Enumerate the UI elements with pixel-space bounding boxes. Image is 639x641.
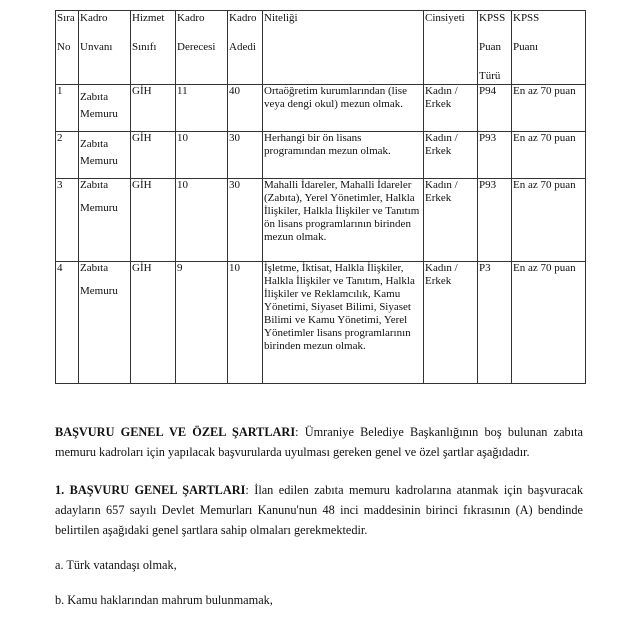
cell-unvan <box>79 85 131 132</box>
cell-puan-turu: P93 <box>478 179 512 262</box>
header-sira-no <box>56 11 79 85</box>
section-heading: BAŞVURU GENEL VE ÖZEL ŞARTLARI <box>55 425 296 439</box>
header-line: Puanı <box>513 41 539 53</box>
cell-unvan <box>79 262 131 384</box>
unvan-line: Memuru <box>80 202 118 214</box>
cell-cinsiyet: Kadın / Erkek <box>424 132 478 179</box>
condition-item-a: a. Türk vatandaşı olmak, <box>55 558 177 572</box>
cell-nitelik: Ortaöğretim kurumlarından (lise veya dengi okul) mezun olmak. <box>263 85 424 132</box>
cell-sinif: GİH <box>131 179 176 262</box>
table-row <box>56 132 586 179</box>
header-kadro-adedi <box>228 11 263 85</box>
cell-adet: 30 <box>228 179 263 262</box>
cell-nitelik: Herhangi bir ön lisans programından mezun olmak. <box>263 132 424 179</box>
cell-sinif: GİH <box>131 262 176 384</box>
positions-table <box>55 10 586 384</box>
cell-puan: En az 70 puan <box>512 132 586 179</box>
unvan-line: Zabıta <box>80 262 109 274</box>
header-hizmet-sinifi <box>131 11 176 85</box>
header-line: Kadro <box>177 12 205 24</box>
unvan-line: Zabıta <box>80 91 109 103</box>
header-line: Derecesi <box>177 41 216 53</box>
cell-puan-turu: P93 <box>478 132 512 179</box>
header-line: Kadro <box>229 12 257 24</box>
cell-puan: En az 70 puan <box>512 85 586 132</box>
unvan-line: Memuru <box>80 108 118 120</box>
cell-no: 4 <box>56 262 79 384</box>
header-kpss-puani <box>512 11 586 85</box>
header-line: KPSS <box>479 12 506 24</box>
header-line: Hizmet <box>132 12 165 24</box>
cell-sinif: GİH <box>131 85 176 132</box>
cell-derece: 9 <box>176 262 228 384</box>
cell-unvan <box>79 179 131 262</box>
header-line: Kadro <box>80 12 108 24</box>
header-cinsiyeti <box>424 11 478 85</box>
table-header-row <box>56 11 586 85</box>
table-row <box>56 85 586 132</box>
general-special-conditions-paragraph <box>55 422 583 462</box>
general-conditions-paragraph <box>55 480 583 540</box>
condition-item-b: b. Kamu haklarından mahrum bulunmamak, <box>55 593 273 607</box>
header-line: No <box>57 41 71 53</box>
header-line: Puan <box>479 41 501 53</box>
header-line: KPSS <box>513 12 540 24</box>
unvan-line: Memuru <box>80 155 118 167</box>
cell-no: 1 <box>56 85 79 132</box>
header-line: Türü <box>479 70 501 82</box>
section-text: : İlan edilen zabıta memuru kadrolarına atanmak için başvuracak adayların 657 sayılı Devlet Memurları Kanunu'nun 48 inci maddesinin birinci fıkrasının (A) bendinde belirtilen aşağıdaki genel şartlara sahip olmaları gerekmektedir. <box>55 483 583 537</box>
cell-puan: En az 70 puan <box>512 179 586 262</box>
header-line: Sıra <box>57 12 75 24</box>
unvan-line: Memuru <box>80 285 118 297</box>
unvan-line: Zabıta <box>80 179 109 191</box>
cell-nitelik: İşletme, İktisat, Halkla İlişkiler, Halkla İlişkiler ve Tanıtım, Halkla İlişkiler ve Reklamcılık, Kamu Yönetimi, Siyaset Bilimi, Siyaset Bilimi ve Kamu Yönetimi, Yerel Yönetimler lisans programlarının birinden mezun olmak. <box>263 262 424 384</box>
header-kadro-unvani <box>79 11 131 85</box>
section-text: : Ümraniye Belediye Başkanlığının boş bulunan zabıta memuru kadroları için yapılacak başvurularda uyulması gereken genel ve özel şartlar aşağıdadır. <box>55 425 583 459</box>
cell-derece: 10 <box>176 179 228 262</box>
cell-puan-turu: P94 <box>478 85 512 132</box>
cell-derece: 11 <box>176 85 228 132</box>
cell-puan-turu: P3 <box>478 262 512 384</box>
section-heading: 1. BAŞVURU GENEL ŞARTLARI <box>55 483 246 497</box>
cell-cinsiyet: Kadın / Erkek <box>424 179 478 262</box>
unvan-line: Zabıta <box>80 138 109 150</box>
cell-no: 3 <box>56 179 79 262</box>
cell-adet: 30 <box>228 132 263 179</box>
cell-unvan <box>79 132 131 179</box>
cell-puan: En az 70 puan <box>512 262 586 384</box>
cell-no: 2 <box>56 132 79 179</box>
cell-adet: 40 <box>228 85 263 132</box>
header-kpss-puan-turu <box>478 11 512 85</box>
header-niteligi <box>263 11 424 85</box>
header-line: Sınıfı <box>132 41 157 53</box>
cell-adet: 10 <box>228 262 263 384</box>
cell-sinif: GİH <box>131 132 176 179</box>
cell-derece: 10 <box>176 132 228 179</box>
cell-cinsiyet: Kadın / Erkek <box>424 262 478 384</box>
header-line: Cinsiyeti <box>425 12 465 24</box>
table-row <box>56 179 586 262</box>
table-row <box>56 262 586 384</box>
header-line: Adedi <box>229 41 256 53</box>
header-kadro-derecesi <box>176 11 228 85</box>
cell-nitelik: Mahalli İdareler, Mahalli İdareler (Zabıta), Yerel Yönetimler, Halkla İlişkiler, Halkla İlişkiler ve Tanıtım ön lisans programlarının birinden mezun olmak. <box>263 179 424 262</box>
header-line: Niteliği <box>264 12 298 24</box>
header-line: Unvanı <box>80 41 113 53</box>
cell-cinsiyet: Kadın / Erkek <box>424 85 478 132</box>
